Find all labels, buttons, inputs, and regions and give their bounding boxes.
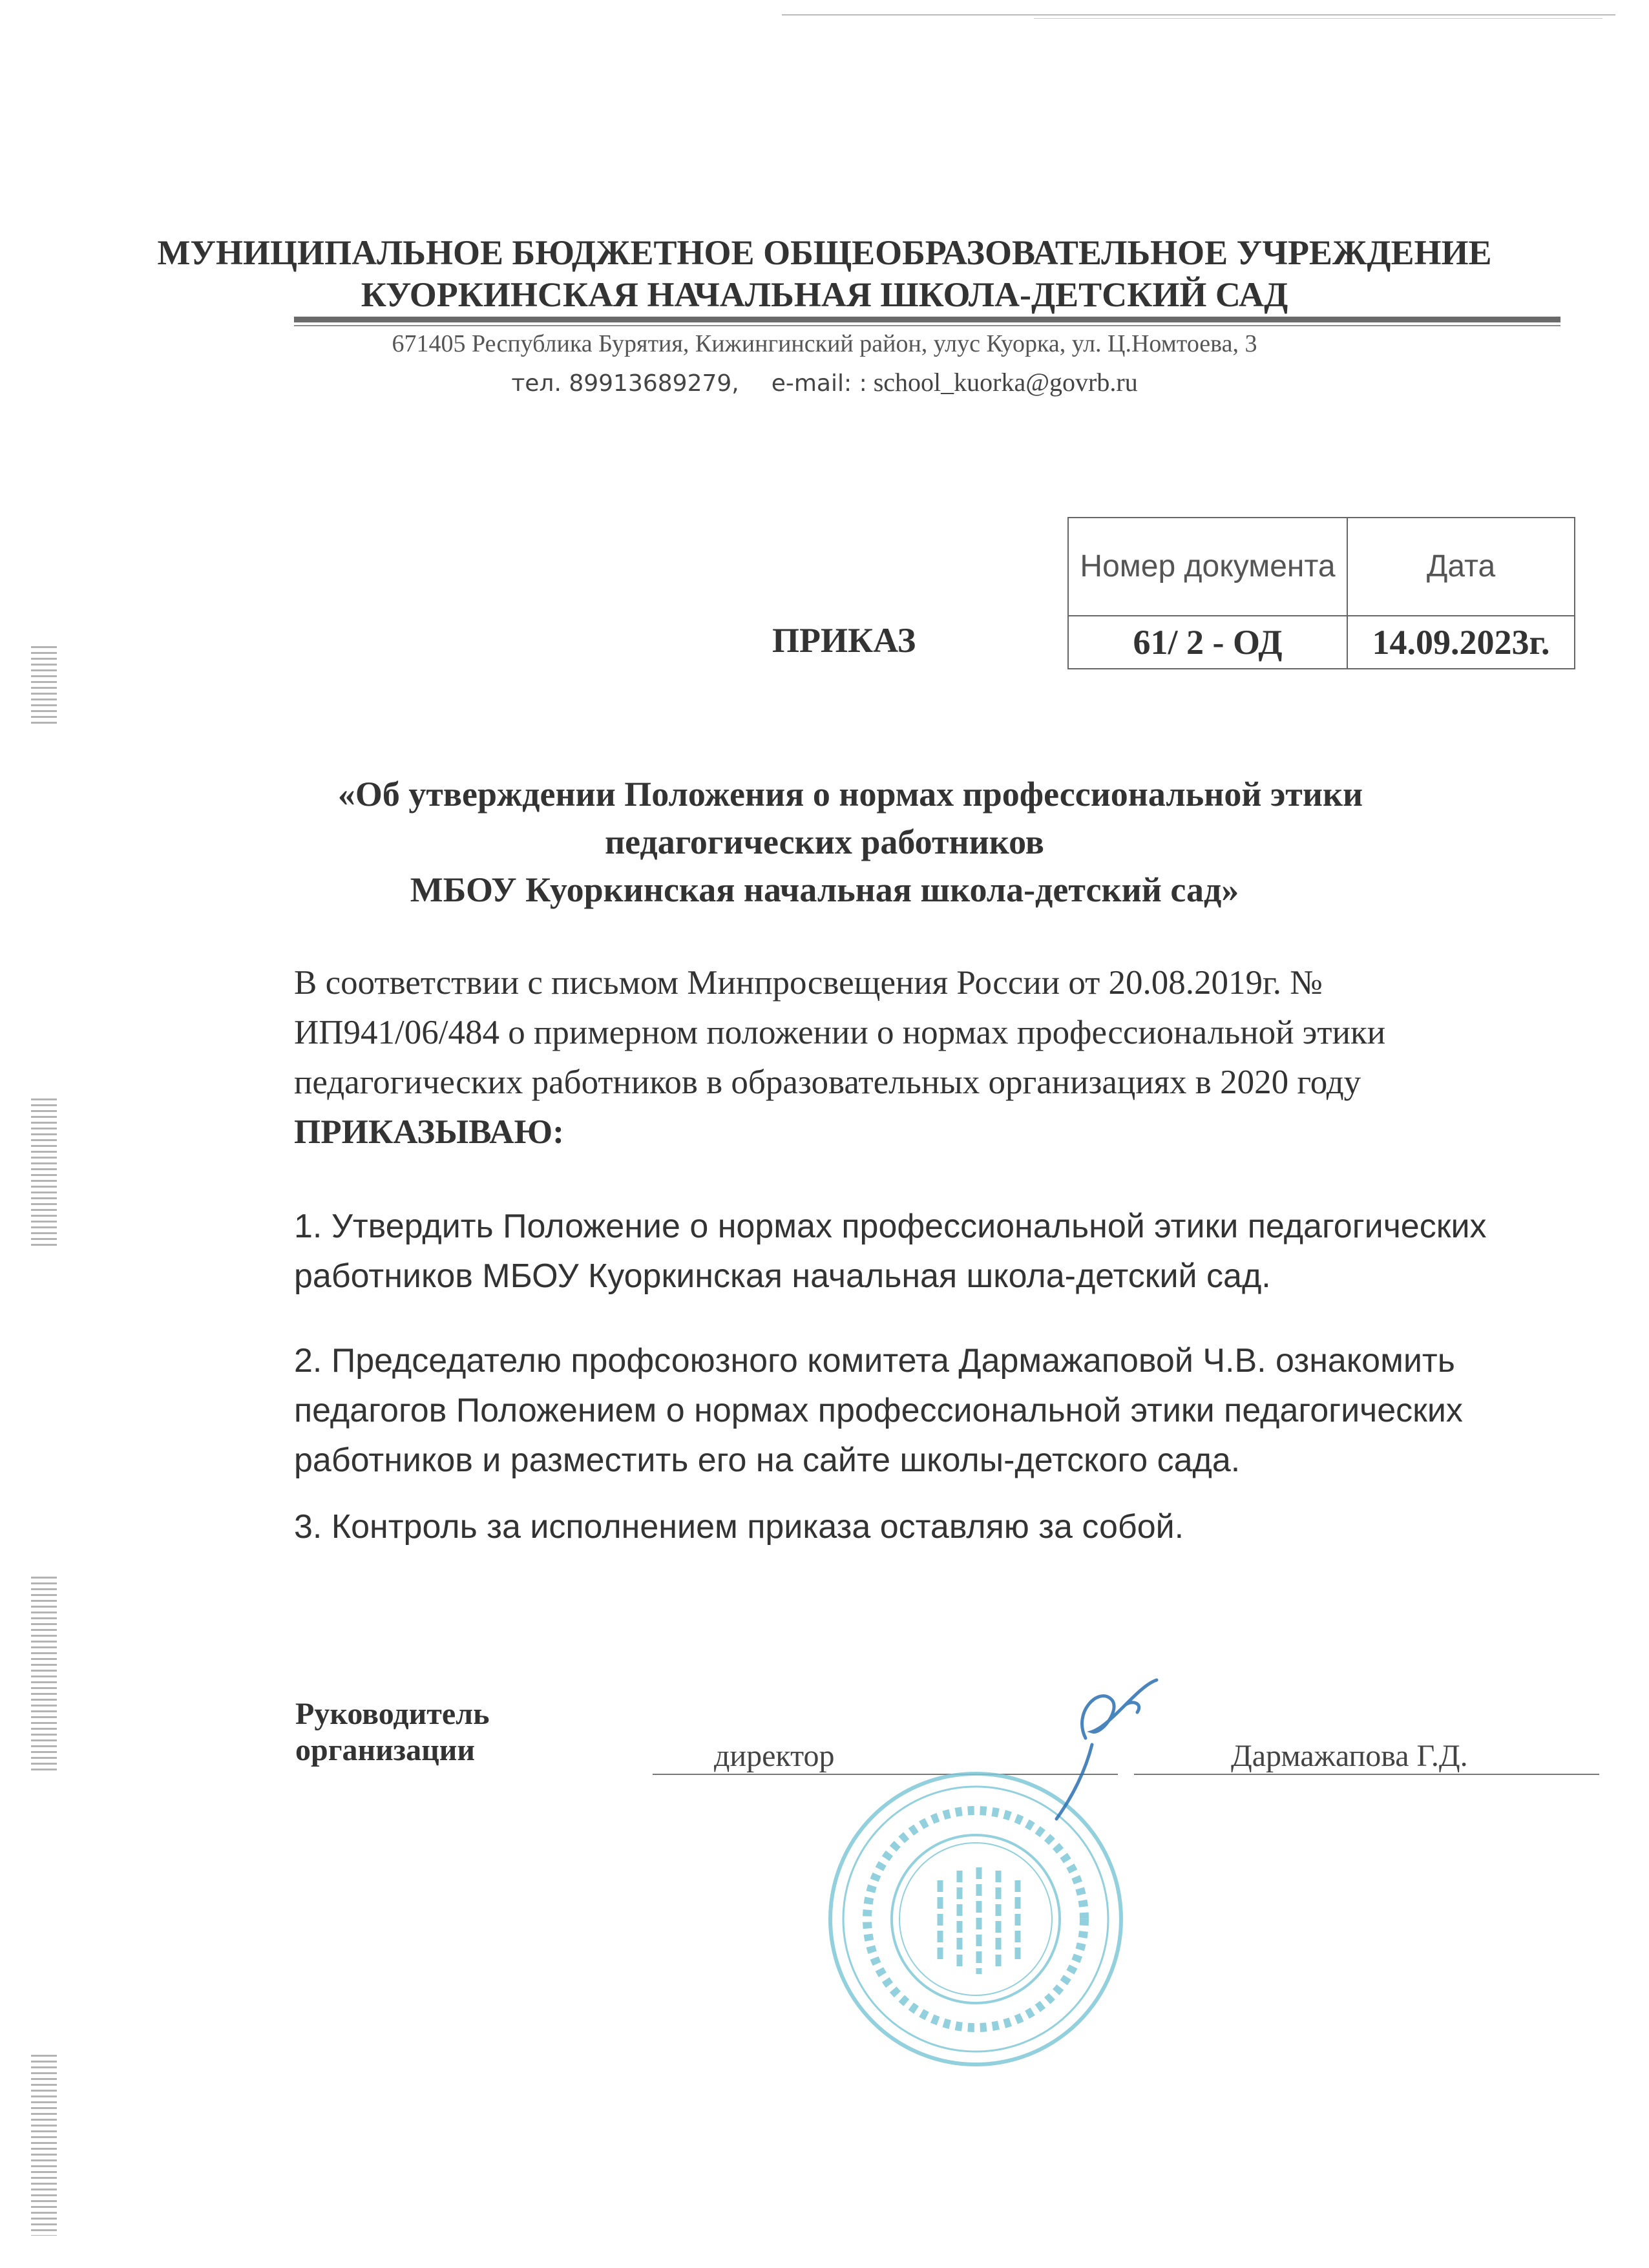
scan-artifact: [31, 2055, 57, 2236]
doc-date-value: 14.09.2023г.: [1347, 616, 1575, 669]
document-details-table: [1067, 517, 1575, 669]
intro-line: ИП941/06/484 о примерном положении о нормах профессиональной этики: [294, 1014, 1386, 1051]
scan-edge-line: [782, 14, 1615, 16]
item-line: работников МБОУ Куоркинская начальная школа-детский сад.: [294, 1257, 1271, 1295]
order-item-1: [294, 1202, 1573, 1301]
item-line: 1. Утвердить Положение о нормах профессиональной этики педагогических: [294, 1208, 1487, 1245]
order-item-3: 3. Контроль за исполнением приказа оставляю за собой.: [294, 1508, 1184, 1546]
intro-paragraph: [294, 958, 1573, 1108]
scan-artifact: [31, 1577, 57, 1770]
intro-line: В соответствии с письмом Минпросвещения России от 20.08.2019г. №: [294, 964, 1323, 1002]
header-divider-thin: [294, 325, 1560, 326]
signatory-name: Дармажапова Г.Д.: [1231, 1739, 1468, 1773]
email-label: e-mail: :: [771, 370, 867, 397]
name-underline: [1134, 1774, 1599, 1775]
org-name-line2: КУОРКИНСКАЯ НАЧАЛЬНАЯ ШКОЛА-ДЕТСКИЙ САД: [361, 275, 1288, 314]
org-contacts: [0, 367, 1649, 397]
doc-number-header: Номер документа: [1068, 518, 1347, 616]
order-title-line2: педагогических работников: [605, 823, 1044, 861]
order-word: ПРИКАЗЫВАЮ:: [294, 1113, 564, 1151]
item-line: педагогов Положением о нормах профессиональной этики педагогических: [294, 1392, 1463, 1429]
signatory-label: [295, 1696, 490, 1769]
org-phone: тел. 89913689279,: [511, 370, 739, 397]
item-line: работников и разместить его на сайте школы-детского сада.: [294, 1442, 1241, 1479]
org-name-line1: МУНИЦИПАЛЬНОЕ БЮДЖЕТНОЕ ОБЩЕОБРАЗОВАТЕЛЬНОЕ УЧРЕЖДЕНИЕ: [157, 233, 1492, 272]
header-divider: [294, 317, 1560, 322]
item-line: 2. Председателю профсоюзного комитета Дармажаповой Ч.В. ознакомить: [294, 1342, 1455, 1380]
doc-date-header: Дата: [1347, 518, 1575, 616]
org-email: school_kuorka@govrb.ru: [873, 368, 1138, 397]
scan-artifact: [31, 646, 57, 724]
doc-number-value: 61/ 2 - ОД: [1068, 616, 1347, 669]
order-item-2: [294, 1336, 1573, 1486]
signatory-label-line2: организации: [295, 1733, 476, 1767]
scan-artifact: [31, 1098, 57, 1247]
handwritten-signature: [1047, 1674, 1163, 1822]
signatory-position: директор: [714, 1739, 835, 1773]
org-address: 671405 Республика Бурятия, Кижингинский район, улус Куорка, ул. Ц.Номтоева, 3: [392, 330, 1257, 357]
intro-line: педагогических работников в образовательных организациях в 2020 году: [294, 1064, 1361, 1101]
scan-edge-line: [1034, 18, 1602, 19]
order-title-line1: «Об утверждении Положения о нормах профессиональной этики: [337, 775, 1363, 814]
signatory-label-line1: Руководитель: [295, 1697, 490, 1731]
doc-type-heading: ПРИКАЗ: [772, 621, 916, 660]
order-title-line3: МБОУ Куоркинская начальная школа-детский сад»: [410, 870, 1239, 909]
